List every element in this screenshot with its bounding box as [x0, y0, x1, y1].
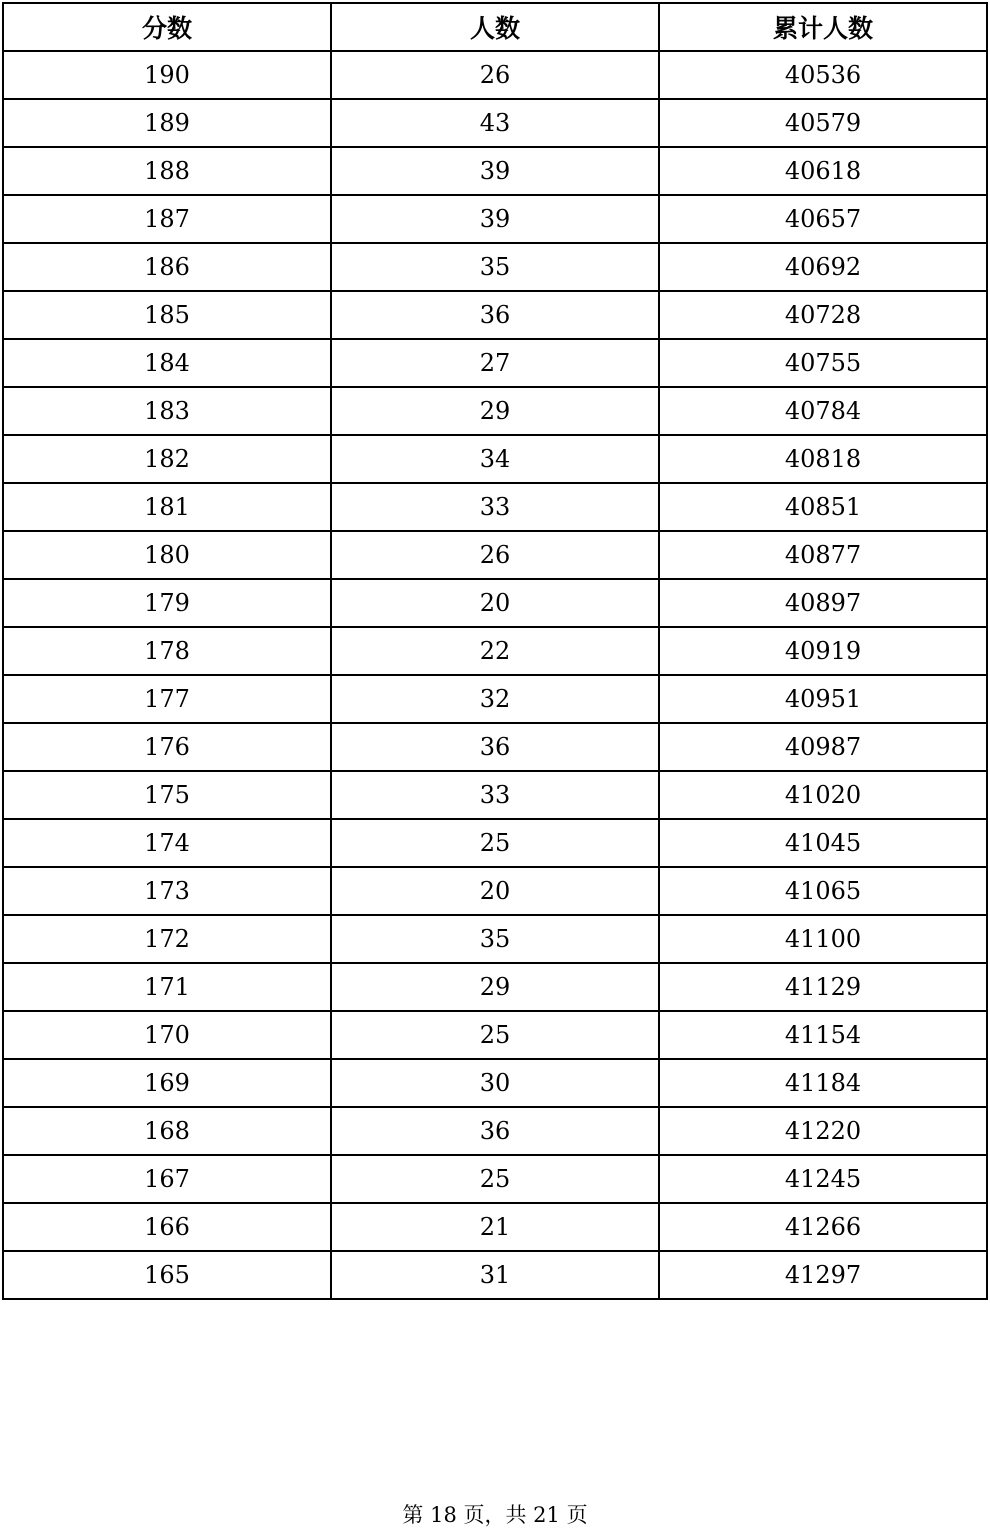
table-row: [3, 867, 987, 915]
cell-count: 32: [331, 675, 659, 723]
table-row: [3, 1155, 987, 1203]
header-row: [3, 3, 987, 51]
cell-count: 20: [331, 867, 659, 915]
table-row: [3, 579, 987, 627]
cell-count: 36: [331, 723, 659, 771]
page-number: 第 18 页，共 21 页: [402, 1503, 588, 1527]
cell-count: 27: [331, 339, 659, 387]
cell-cumulative: 40897: [659, 579, 987, 627]
cell-cumulative: 40987: [659, 723, 987, 771]
table-row: [3, 1059, 987, 1107]
table-row: [3, 51, 987, 99]
table-row: [3, 675, 987, 723]
cell-score: 182: [3, 435, 331, 483]
table-row: [3, 243, 987, 291]
cell-count: 26: [331, 531, 659, 579]
cell-score: 179: [3, 579, 331, 627]
table-header: [3, 3, 987, 51]
header-cumulative: 累计人数: [659, 3, 987, 51]
cell-cumulative: 41020: [659, 771, 987, 819]
cell-count: 36: [331, 1107, 659, 1155]
cell-count: 35: [331, 243, 659, 291]
cell-score: 173: [3, 867, 331, 915]
cell-count: 26: [331, 51, 659, 99]
cell-score: 168: [3, 1107, 331, 1155]
table-row: [3, 387, 987, 435]
cell-cumulative: 40579: [659, 99, 987, 147]
table-row: [3, 435, 987, 483]
cell-cumulative: 40536: [659, 51, 987, 99]
cell-count: 43: [331, 99, 659, 147]
cell-cumulative: 40657: [659, 195, 987, 243]
cell-score: 178: [3, 627, 331, 675]
table-row: [3, 339, 987, 387]
cell-score: 184: [3, 339, 331, 387]
header-count: 人数: [331, 3, 659, 51]
cell-count: 25: [331, 1011, 659, 1059]
cell-score: 187: [3, 195, 331, 243]
cell-count: 39: [331, 195, 659, 243]
cell-count: 29: [331, 963, 659, 1011]
table-row: [3, 1107, 987, 1155]
table-row: [3, 531, 987, 579]
table-row: [3, 483, 987, 531]
cell-cumulative: 41297: [659, 1251, 987, 1299]
table-row: [3, 195, 987, 243]
cell-count: 35: [331, 915, 659, 963]
score-distribution-table: [2, 2, 988, 1300]
cell-cumulative: 40919: [659, 627, 987, 675]
cell-count: 31: [331, 1251, 659, 1299]
cell-count: 34: [331, 435, 659, 483]
table-row: [3, 723, 987, 771]
cell-cumulative: 40728: [659, 291, 987, 339]
cell-score: 181: [3, 483, 331, 531]
cell-count: 25: [331, 819, 659, 867]
cell-score: 177: [3, 675, 331, 723]
cell-score: 176: [3, 723, 331, 771]
cell-cumulative: 41245: [659, 1155, 987, 1203]
cell-cumulative: 41220: [659, 1107, 987, 1155]
cell-count: 30: [331, 1059, 659, 1107]
table-row: [3, 819, 987, 867]
cell-score: 188: [3, 147, 331, 195]
table-row: [3, 1011, 987, 1059]
cell-score: 166: [3, 1203, 331, 1251]
cell-score: 174: [3, 819, 331, 867]
cell-count: 21: [331, 1203, 659, 1251]
table-body: [3, 51, 987, 1299]
cell-cumulative: 41184: [659, 1059, 987, 1107]
cell-cumulative: 41129: [659, 963, 987, 1011]
cell-cumulative: 41154: [659, 1011, 987, 1059]
cell-count: 33: [331, 771, 659, 819]
table-row: [3, 147, 987, 195]
cell-count: 25: [331, 1155, 659, 1203]
table-row: [3, 627, 987, 675]
cell-cumulative: 40818: [659, 435, 987, 483]
cell-count: 36: [331, 291, 659, 339]
table-row: [3, 1203, 987, 1251]
cell-count: 33: [331, 483, 659, 531]
cell-cumulative: 40618: [659, 147, 987, 195]
table-row: [3, 963, 987, 1011]
cell-cumulative: 40784: [659, 387, 987, 435]
cell-score: 165: [3, 1251, 331, 1299]
header-score: 分数: [3, 3, 331, 51]
cell-count: 29: [331, 387, 659, 435]
cell-count: 39: [331, 147, 659, 195]
table-row: [3, 1251, 987, 1299]
cell-cumulative: 40851: [659, 483, 987, 531]
cell-score: 172: [3, 915, 331, 963]
table-row: [3, 915, 987, 963]
cell-score: 189: [3, 99, 331, 147]
table-row: [3, 291, 987, 339]
table-row: [3, 771, 987, 819]
cell-cumulative: 41266: [659, 1203, 987, 1251]
cell-score: 185: [3, 291, 331, 339]
cell-score: 183: [3, 387, 331, 435]
cell-cumulative: 40692: [659, 243, 987, 291]
cell-score: 170: [3, 1011, 331, 1059]
cell-cumulative: 41045: [659, 819, 987, 867]
cell-count: 22: [331, 627, 659, 675]
cell-cumulative: 41065: [659, 867, 987, 915]
cell-score: 169: [3, 1059, 331, 1107]
cell-cumulative: 40951: [659, 675, 987, 723]
cell-score: 186: [3, 243, 331, 291]
cell-cumulative: 40755: [659, 339, 987, 387]
cell-cumulative: 40877: [659, 531, 987, 579]
cell-score: 175: [3, 771, 331, 819]
cell-score: 190: [3, 51, 331, 99]
cell-score: 167: [3, 1155, 331, 1203]
cell-score: 171: [3, 963, 331, 1011]
table-row: [3, 99, 987, 147]
cell-score: 180: [3, 531, 331, 579]
cell-count: 20: [331, 579, 659, 627]
cell-cumulative: 41100: [659, 915, 987, 963]
